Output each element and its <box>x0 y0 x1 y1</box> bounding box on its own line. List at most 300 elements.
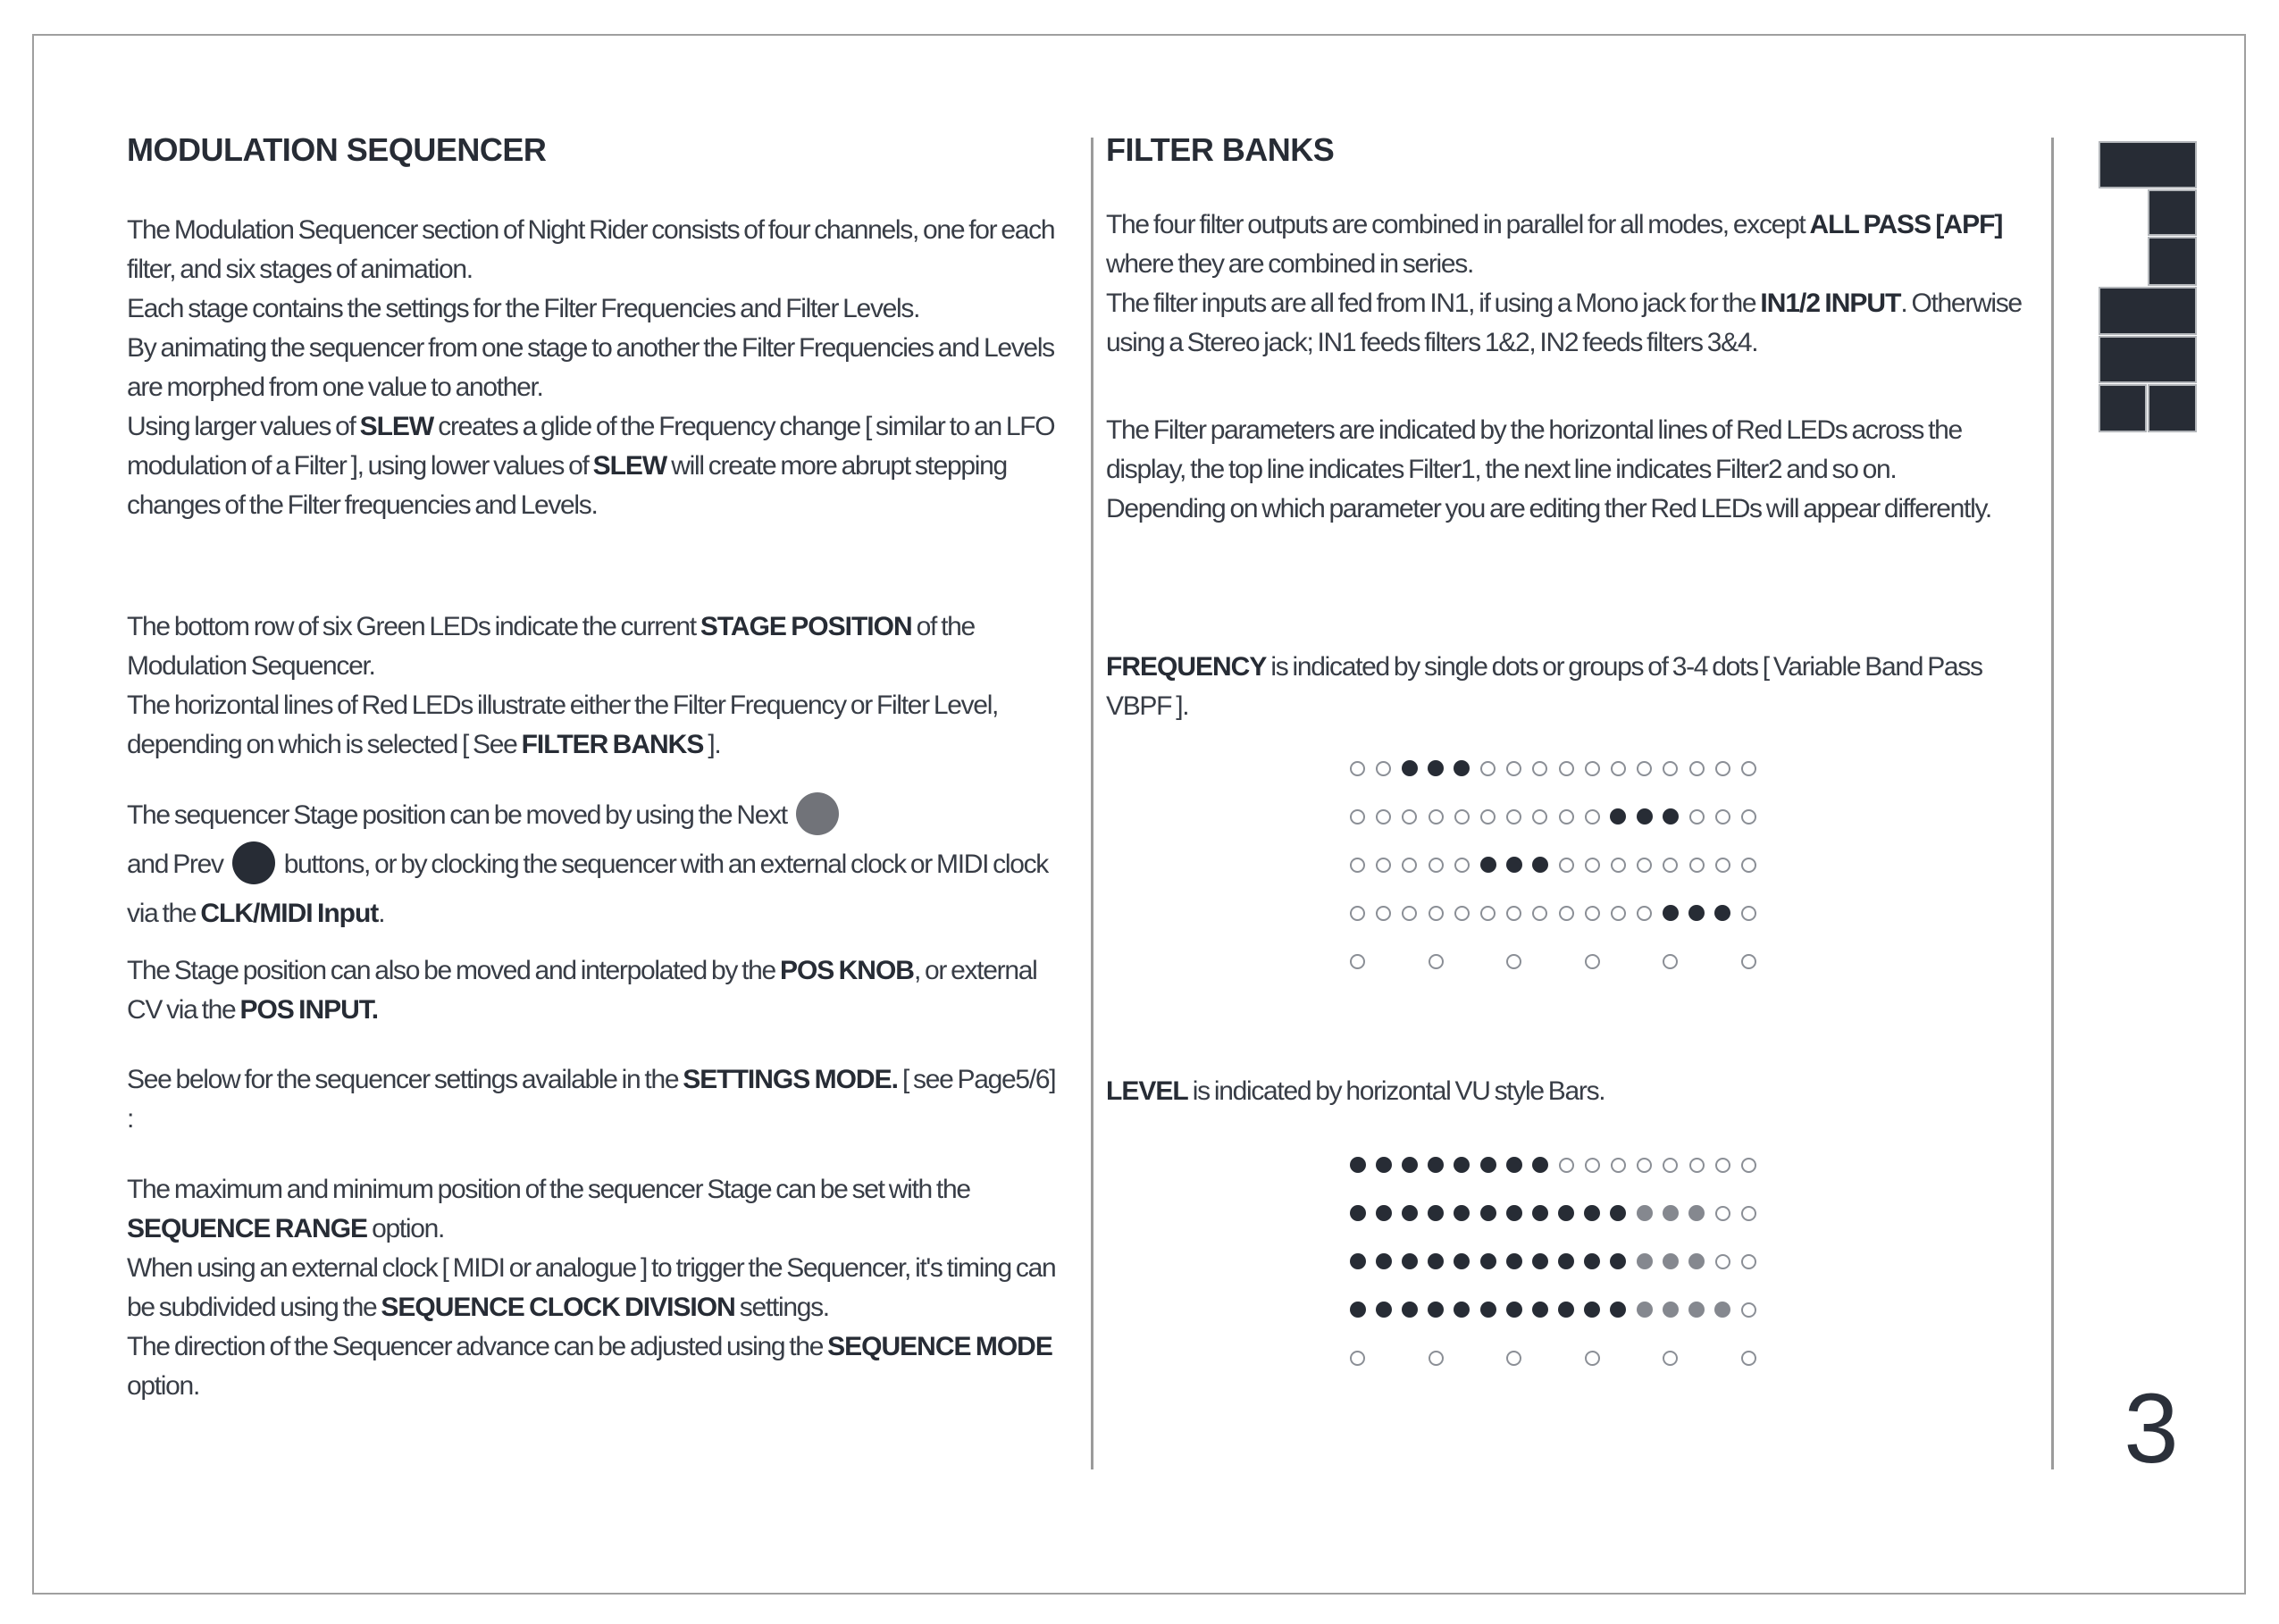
led-cell <box>1710 841 1736 889</box>
body-text: The Stage position can also be moved and interpolated by the <box>127 956 780 985</box>
bold-text: FREQUENCY <box>1106 652 1267 682</box>
led-cell <box>1736 1334 1762 1382</box>
led-dot <box>1376 1205 1392 1221</box>
led-dot <box>1688 1302 1705 1318</box>
led-dot <box>1558 1302 1574 1318</box>
led-cell <box>1449 1141 1475 1189</box>
bold-text: LEVEL <box>1106 1076 1188 1106</box>
led-cell <box>1736 841 1762 889</box>
led-cell <box>1710 937 1736 985</box>
led-cell <box>1710 792 1736 841</box>
led-cell <box>1554 1334 1579 1382</box>
led-dot <box>1714 1302 1730 1318</box>
led-dot <box>1610 1302 1626 1318</box>
led-dot <box>1454 906 1470 921</box>
column-divider <box>1091 138 1093 1469</box>
body-text: where they are combined in series. <box>1106 249 1474 279</box>
led-cell <box>1710 1334 1736 1382</box>
led-cell <box>1683 841 1709 889</box>
led-cell <box>1370 889 1396 937</box>
led-cell <box>1345 937 1370 985</box>
led-cell <box>1605 1237 1631 1285</box>
led-cell <box>1631 1334 1657 1382</box>
led-cell <box>1657 1141 1683 1189</box>
led-cell <box>1423 1334 1449 1382</box>
led-cell <box>1579 1237 1605 1285</box>
body-text: Using larger values of <box>127 412 360 441</box>
led-dot <box>1532 906 1547 921</box>
led-cell <box>1423 889 1449 937</box>
led-dot <box>1637 1253 1653 1269</box>
led-dot <box>1558 1253 1574 1269</box>
bold-text: POS KNOB <box>779 956 914 985</box>
body-text: [ see Page5/6] : <box>127 1065 1056 1134</box>
led-cell <box>1449 744 1475 792</box>
led-cell <box>1501 1189 1527 1237</box>
led-cell <box>1554 937 1579 985</box>
led-cell <box>1345 744 1370 792</box>
led-cell <box>1579 841 1605 889</box>
led-cell <box>1554 1285 1579 1334</box>
led-dot <box>1350 954 1365 969</box>
led-dot <box>1376 761 1391 776</box>
led-dot <box>1637 906 1652 921</box>
body-text: settings. <box>734 1293 829 1322</box>
led-dot <box>1741 809 1756 825</box>
led-dot <box>1480 1253 1496 1269</box>
led-cell <box>1631 841 1657 889</box>
led-dot <box>1688 1253 1705 1269</box>
led-cell <box>1475 889 1501 937</box>
led-dot <box>1610 1205 1626 1221</box>
led-dot <box>1506 809 1521 825</box>
led-cell <box>1657 841 1683 889</box>
led-cell <box>1736 1285 1762 1334</box>
led-dot <box>1585 1158 1600 1173</box>
led-dot <box>1637 761 1652 776</box>
led-cell <box>1657 1189 1683 1237</box>
logo-block <box>2100 386 2145 431</box>
led-cell <box>1449 1285 1475 1334</box>
led-dot <box>1610 808 1626 825</box>
led-dot <box>1480 906 1496 921</box>
led-dot <box>1402 858 1417 873</box>
led-cell <box>1527 1334 1553 1382</box>
led-cell <box>1554 1237 1579 1285</box>
led-cell <box>1657 792 1683 841</box>
led-cell <box>1345 1237 1370 1285</box>
led-cell <box>1527 841 1553 889</box>
led-cell <box>1631 744 1657 792</box>
led-dot <box>1559 906 1574 921</box>
led-dot <box>1454 858 1470 873</box>
led-dot <box>1585 761 1600 776</box>
led-dot <box>1428 1157 1444 1173</box>
led-dot <box>1741 1158 1756 1173</box>
led-cell <box>1579 889 1605 937</box>
led-dot <box>1532 1157 1548 1173</box>
bold-text: SETTINGS MODE. <box>683 1065 898 1094</box>
led-dot <box>1506 761 1521 776</box>
led-cell <box>1501 1237 1527 1285</box>
led-cell <box>1657 889 1683 937</box>
led-cell <box>1345 792 1370 841</box>
margin-divider <box>2051 138 2054 1469</box>
led-dot <box>1480 809 1496 825</box>
body-text: The four filter outputs are combined in parallel for all modes, except <box>1106 210 1810 239</box>
next-button-icon <box>796 792 839 835</box>
led-dot <box>1585 906 1600 921</box>
led-cell <box>1501 744 1527 792</box>
led-dot <box>1663 808 1679 825</box>
bold-text: ALL PASS [APF] <box>1809 210 2003 239</box>
led-cell <box>1710 1237 1736 1285</box>
led-cell <box>1396 1141 1422 1189</box>
led-dot <box>1689 858 1705 873</box>
led-dot <box>1637 1158 1652 1173</box>
led-dot <box>1428 760 1444 776</box>
logo-block <box>2149 239 2195 284</box>
led-dot <box>1610 1253 1626 1269</box>
led-cell <box>1631 792 1657 841</box>
led-cell <box>1631 1237 1657 1285</box>
led-cell <box>1554 889 1579 937</box>
led-cell <box>1657 1237 1683 1285</box>
body-text: of the Modulation Sequencer. <box>127 612 975 681</box>
led-cell <box>1605 841 1631 889</box>
led-dot <box>1741 858 1756 873</box>
led-dot <box>1663 1351 1678 1366</box>
body-text: ]. <box>703 730 721 759</box>
led-dot <box>1532 809 1547 825</box>
led-cell <box>1554 841 1579 889</box>
led-cell <box>1527 1285 1553 1334</box>
led-cell <box>1683 1237 1709 1285</box>
led-dot <box>1402 1157 1418 1173</box>
body-text: Depending on which parameter you are editing ther Red LEDs will appear differently. <box>1106 494 1991 523</box>
led-cell <box>1579 744 1605 792</box>
led-dot <box>1429 954 1444 969</box>
led-dot <box>1506 1253 1522 1269</box>
led-dot <box>1663 1253 1679 1269</box>
led-cell <box>1501 841 1527 889</box>
led-cell <box>1710 889 1736 937</box>
led-dot <box>1663 1158 1678 1173</box>
led-dot <box>1454 1205 1470 1221</box>
led-dot <box>1454 760 1470 776</box>
bold-text: CLK/MIDI Input <box>200 899 379 928</box>
led-dot <box>1454 809 1470 825</box>
led-dot <box>1402 1302 1418 1318</box>
paragraph <box>1106 648 2035 726</box>
led-dot <box>1454 1157 1470 1173</box>
paragraph <box>1106 1072 2035 1111</box>
led-cell <box>1683 1189 1709 1237</box>
led-dot <box>1429 1351 1444 1366</box>
body-text: The horizontal lines of Red LEDs illustrate either the Filter Frequency or Filter Level, depending on which is selected [ See <box>127 691 999 759</box>
paragraph <box>1106 411 2035 529</box>
led-cell <box>1449 889 1475 937</box>
led-dot <box>1663 761 1678 776</box>
led-cell <box>1579 1189 1605 1237</box>
led-cell <box>1554 1189 1579 1237</box>
led-dot <box>1376 1253 1392 1269</box>
led-dot <box>1402 1253 1418 1269</box>
led-cell <box>1396 1189 1422 1237</box>
led-dot <box>1715 809 1730 825</box>
led-dot <box>1402 906 1417 921</box>
body-text: The Modulation Sequencer section of Night Rider consists of four channels, one for each filter, and six stages of animation. <box>127 215 1055 284</box>
led-cell <box>1579 792 1605 841</box>
body-text: Each stage contains the settings for the Filter Frequencies and Filter Levels. <box>127 294 920 323</box>
led-dot <box>1741 1351 1756 1366</box>
led-cell <box>1475 1285 1501 1334</box>
led-cell <box>1736 937 1762 985</box>
paragraph <box>127 607 1060 765</box>
led-cell <box>1423 841 1449 889</box>
led-dot <box>1611 858 1626 873</box>
led-dot <box>1402 760 1418 776</box>
led-cell <box>1579 937 1605 985</box>
led-cell <box>1683 744 1709 792</box>
led-dot <box>1480 857 1496 873</box>
body-text: , or external CV via the <box>127 956 1037 1025</box>
led-cell <box>1605 1189 1631 1237</box>
led-cell <box>1683 889 1709 937</box>
led-dot <box>1689 761 1705 776</box>
led-dot <box>1350 858 1365 873</box>
led-dot <box>1350 1302 1366 1318</box>
led-cell <box>1345 841 1370 889</box>
led-cell <box>1554 1141 1579 1189</box>
led-dot <box>1637 1302 1653 1318</box>
led-cell <box>1423 1285 1449 1334</box>
led-cell <box>1396 1334 1422 1382</box>
led-cell <box>1527 889 1553 937</box>
led-dot <box>1376 858 1391 873</box>
led-dot <box>1480 1205 1496 1221</box>
led-cell <box>1370 841 1396 889</box>
bold-text: POS INPUT. <box>239 995 379 1025</box>
led-dot <box>1741 1206 1756 1221</box>
led-cell <box>1631 1189 1657 1237</box>
led-dot <box>1350 1205 1366 1221</box>
led-dot <box>1663 905 1679 921</box>
led-cell <box>1579 1285 1605 1334</box>
led-dot <box>1637 858 1652 873</box>
led-cell <box>1370 1189 1396 1237</box>
body-text: creates a glide of the Frequency change [ similar to an LFO modulation of a Filter ], using lower values of <box>127 412 1055 481</box>
led-cell <box>1554 744 1579 792</box>
led-cell <box>1605 937 1631 985</box>
body-text: The filter inputs are all fed from IN1, if using a Mono jack for the <box>1106 289 1761 318</box>
led-cell <box>1423 1237 1449 1285</box>
paragraph <box>127 1170 1060 1406</box>
led-dot <box>1689 809 1705 825</box>
led-dot <box>1532 1205 1548 1221</box>
led-dot <box>1637 1205 1653 1221</box>
led-dot <box>1532 857 1548 873</box>
led-dot <box>1715 1254 1730 1269</box>
led-dot <box>1741 1302 1756 1318</box>
led-dot <box>1376 906 1391 921</box>
led-cell <box>1657 937 1683 985</box>
led-cell <box>1736 792 1762 841</box>
led-dot <box>1506 954 1521 969</box>
led-cell <box>1605 889 1631 937</box>
led-cell <box>1370 937 1396 985</box>
led-cell <box>1345 1285 1370 1334</box>
led-cell <box>1605 1334 1631 1382</box>
led-dot <box>1714 905 1730 921</box>
level-led-matrix <box>1345 1141 1762 1382</box>
led-dot <box>1506 1205 1522 1221</box>
led-cell <box>1449 937 1475 985</box>
paragraph <box>127 951 1060 1030</box>
led-dot <box>1585 954 1600 969</box>
page <box>32 34 2246 1595</box>
led-dot <box>1559 1158 1574 1173</box>
led-cell <box>1370 1285 1396 1334</box>
led-dot <box>1350 1157 1366 1173</box>
led-cell <box>1501 937 1527 985</box>
led-cell <box>1345 1141 1370 1189</box>
led-cell <box>1710 1141 1736 1189</box>
led-cell <box>1475 1189 1501 1237</box>
body-text: The maximum and minimum position of the sequencer Stage can be set with the <box>127 1175 970 1204</box>
led-cell <box>1631 937 1657 985</box>
bold-text: SLEW <box>359 412 434 441</box>
led-cell <box>1345 1189 1370 1237</box>
led-cell <box>1370 1334 1396 1382</box>
paragraph <box>127 1060 1060 1139</box>
led-cell <box>1449 1334 1475 1382</box>
led-dot <box>1350 809 1365 825</box>
led-dot <box>1454 1253 1470 1269</box>
led-cell <box>1370 1141 1396 1189</box>
led-cell <box>1370 792 1396 841</box>
led-cell <box>1396 1237 1422 1285</box>
led-cell <box>1710 1189 1736 1237</box>
led-cell <box>1449 1189 1475 1237</box>
led-dot <box>1428 1253 1444 1269</box>
led-cell <box>1631 1285 1657 1334</box>
led-dot <box>1611 906 1626 921</box>
led-dot <box>1506 1302 1522 1318</box>
paragraph <box>127 791 1060 938</box>
led-cell <box>1449 792 1475 841</box>
led-cell <box>1736 744 1762 792</box>
led-cell <box>1475 1334 1501 1382</box>
led-cell <box>1396 937 1422 985</box>
led-dot <box>1741 954 1756 969</box>
led-cell <box>1527 744 1553 792</box>
body-text: When using an external clock [ MIDI or analogue ] to trigger the Sequencer, it's timing can be subdivided using the <box>127 1253 1056 1322</box>
led-cell <box>1605 744 1631 792</box>
led-cell <box>1423 1141 1449 1189</box>
led-dot <box>1376 1302 1392 1318</box>
led-dot <box>1350 906 1365 921</box>
led-dot <box>1429 858 1444 873</box>
led-cell <box>1631 889 1657 937</box>
led-dot <box>1480 1157 1496 1173</box>
led-dot <box>1688 905 1705 921</box>
led-cell <box>1683 1285 1709 1334</box>
led-dot <box>1585 858 1600 873</box>
body-text: will create more abrupt stepping changes of the Filter frequencies and Levels. <box>127 451 1007 520</box>
bold-text: SEQUENCE CLOCK DIVISION <box>381 1293 735 1322</box>
body-text: and Prev <box>127 850 228 879</box>
bold-text: IN1/2 INPUT <box>1760 289 1901 318</box>
body-text: The sequencer Stage position can be moved by using the Next <box>127 800 792 830</box>
led-cell <box>1345 1334 1370 1382</box>
led-cell <box>1423 792 1449 841</box>
led-dot <box>1532 1302 1548 1318</box>
led-dot <box>1637 808 1653 825</box>
led-cell <box>1710 744 1736 792</box>
led-dot <box>1715 761 1730 776</box>
led-dot <box>1428 1205 1444 1221</box>
body-text: The bottom row of six Green LEDs indicate the current <box>127 612 700 641</box>
led-cell <box>1423 744 1449 792</box>
led-cell <box>1710 1285 1736 1334</box>
led-cell <box>1475 1237 1501 1285</box>
led-cell <box>1631 1141 1657 1189</box>
led-cell <box>1605 1141 1631 1189</box>
led-dot <box>1350 1351 1365 1366</box>
led-dot <box>1559 858 1574 873</box>
led-dot <box>1689 1158 1705 1173</box>
led-cell <box>1683 1334 1709 1382</box>
led-dot <box>1428 1302 1444 1318</box>
led-dot <box>1454 1302 1470 1318</box>
led-cell <box>1579 1141 1605 1189</box>
modulation-sequencer-heading: MODULATION SEQUENCER <box>127 131 547 168</box>
led-dot <box>1715 1158 1730 1173</box>
paragraph <box>127 211 1060 525</box>
led-dot <box>1584 1253 1600 1269</box>
led-dot <box>1480 761 1496 776</box>
body-text: . <box>378 899 385 928</box>
led-cell <box>1657 744 1683 792</box>
led-cell <box>1657 1334 1683 1382</box>
led-cell <box>1475 841 1501 889</box>
led-cell <box>1501 1334 1527 1382</box>
led-dot <box>1585 809 1600 825</box>
led-dot <box>1688 1205 1705 1221</box>
led-cell <box>1554 792 1579 841</box>
led-cell <box>1501 1285 1527 1334</box>
led-cell <box>1527 792 1553 841</box>
led-dot <box>1559 761 1574 776</box>
logo-block <box>2149 191 2195 234</box>
led-cell <box>1501 792 1527 841</box>
led-cell <box>1527 1189 1553 1237</box>
led-dot <box>1715 858 1730 873</box>
led-cell <box>1527 1141 1553 1189</box>
led-dot <box>1506 857 1522 873</box>
led-cell <box>1475 792 1501 841</box>
led-cell <box>1683 792 1709 841</box>
logo-block <box>2100 143 2195 187</box>
led-dot <box>1741 906 1756 921</box>
led-dot <box>1585 1351 1600 1366</box>
led-dot <box>1506 906 1521 921</box>
led-dot <box>1532 1253 1548 1269</box>
bold-text: FILTER BANKS <box>521 730 704 759</box>
logo-block <box>2100 338 2195 381</box>
led-cell <box>1501 889 1527 937</box>
